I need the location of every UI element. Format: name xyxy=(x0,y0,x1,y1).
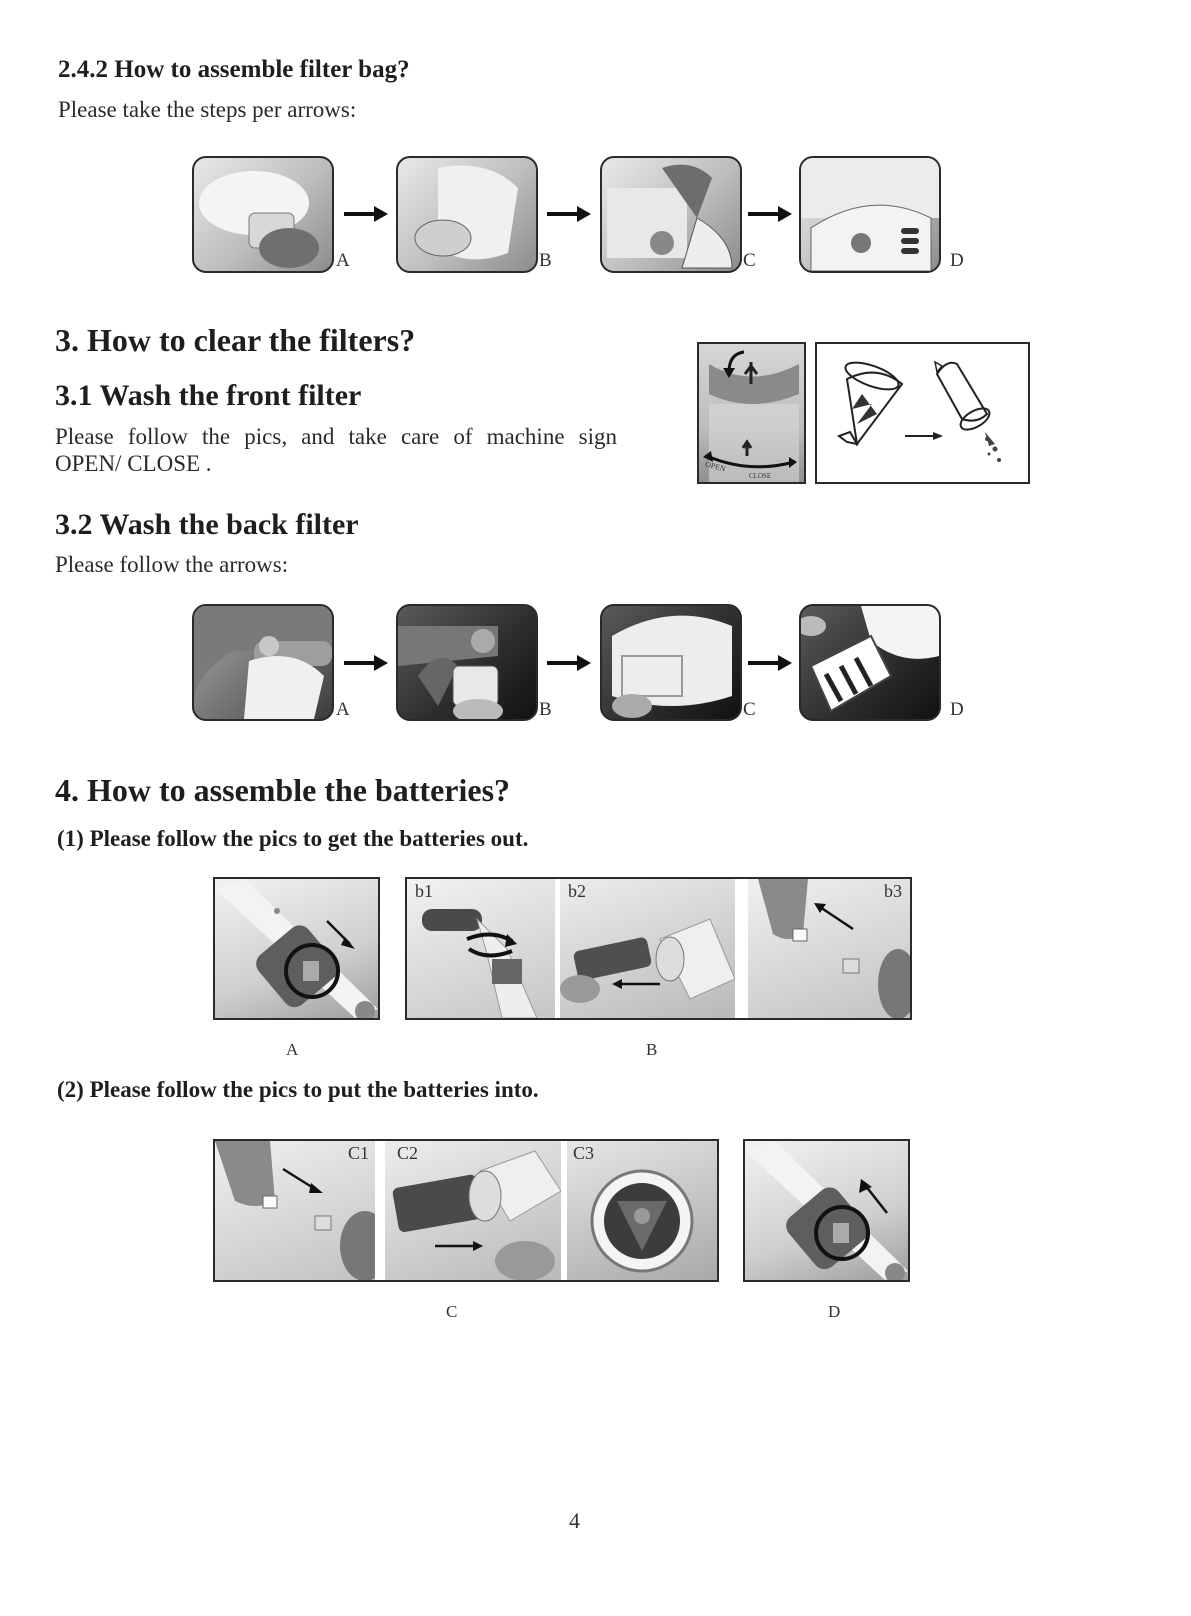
section-4-step1-title: (1) Please follow the pics to get the batteries out. xyxy=(57,826,529,851)
step-label-b: B xyxy=(539,699,552,720)
step-label-b: B xyxy=(539,250,552,271)
section-3-2-title: 3.2 Wash the back filter xyxy=(55,508,359,541)
caption-a: A xyxy=(286,1040,299,1059)
caption-d: D xyxy=(828,1302,841,1321)
filter-bag-step-c-photo xyxy=(600,156,742,273)
section-3-1-text-line2: OPEN/ CLOSE . xyxy=(55,451,212,476)
batteries-in-c3-photo xyxy=(567,1141,717,1280)
right-arrow-icon xyxy=(344,655,388,671)
batteries-out-b3-photo xyxy=(748,879,910,1018)
section-3-title: 3. How to clear the filters? xyxy=(55,322,416,358)
tag-c2: C2 xyxy=(397,1143,419,1163)
step-label-a: A xyxy=(336,250,350,271)
batteries-in-c-photos xyxy=(213,1139,719,1282)
caption-b: B xyxy=(646,1040,658,1059)
tag-b3: b3 xyxy=(884,881,902,901)
back-filter-step-d-photo xyxy=(799,604,941,721)
filter-bag-step-d-photo xyxy=(799,156,941,273)
step-label-c: C xyxy=(743,699,756,720)
back-filter-step-b-photo xyxy=(396,604,538,721)
front-filter-diagram xyxy=(815,342,1030,484)
batteries-out-b2-photo xyxy=(560,879,735,1018)
tag-b1: b1 xyxy=(415,881,433,901)
section-242-instruction: Please take the steps per arrows: xyxy=(58,97,357,122)
section-242-title: 2.4.2 How to assemble filter bag? xyxy=(58,56,410,83)
back-filter-step-c-photo xyxy=(600,604,742,721)
step-label-d: D xyxy=(950,699,964,720)
batteries-out-a-photo xyxy=(213,877,380,1020)
section-4-step2-title: (2) Please follow the pics to put the batteries into. xyxy=(57,1077,539,1102)
close-sign: CLOSE xyxy=(749,472,772,480)
right-arrow-icon xyxy=(547,206,591,222)
tag-c3: C3 xyxy=(573,1143,595,1163)
right-arrow-icon xyxy=(344,206,388,222)
right-arrow-icon xyxy=(748,655,792,671)
front-filter-photo xyxy=(697,342,806,484)
filter-bag-step-a-photo xyxy=(192,156,334,273)
step-label-a: A xyxy=(336,699,350,720)
tag-c1: C1 xyxy=(347,1143,369,1163)
step-label-c: C xyxy=(743,250,756,271)
right-arrow-icon xyxy=(547,655,591,671)
batteries-in-c1-photo xyxy=(215,1141,375,1280)
filter-bag-step-b-photo xyxy=(396,156,538,273)
section-4-title: 4. How to assemble the batteries? xyxy=(55,772,511,808)
page-number: 4 xyxy=(569,1508,580,1533)
batteries-in-d-photo xyxy=(743,1139,910,1282)
open-sign: OPEN xyxy=(704,459,727,474)
batteries-out-b1-photo xyxy=(407,879,555,1018)
batteries-out-b-photos xyxy=(405,877,912,1020)
tag-b2: b2 xyxy=(568,881,586,901)
caption-c: C xyxy=(446,1302,458,1321)
batteries-in-c2-photo xyxy=(385,1141,561,1280)
section-3-1-title: 3.1 Wash the front filter xyxy=(55,379,362,412)
section-3-1-text-line1: Please follow the pics, and take care of machine sign xyxy=(55,424,617,449)
right-arrow-icon xyxy=(748,206,792,222)
back-filter-step-a-photo xyxy=(192,604,334,721)
step-label-d: D xyxy=(950,250,964,271)
section-3-2-instruction: Please follow the arrows: xyxy=(55,552,289,577)
